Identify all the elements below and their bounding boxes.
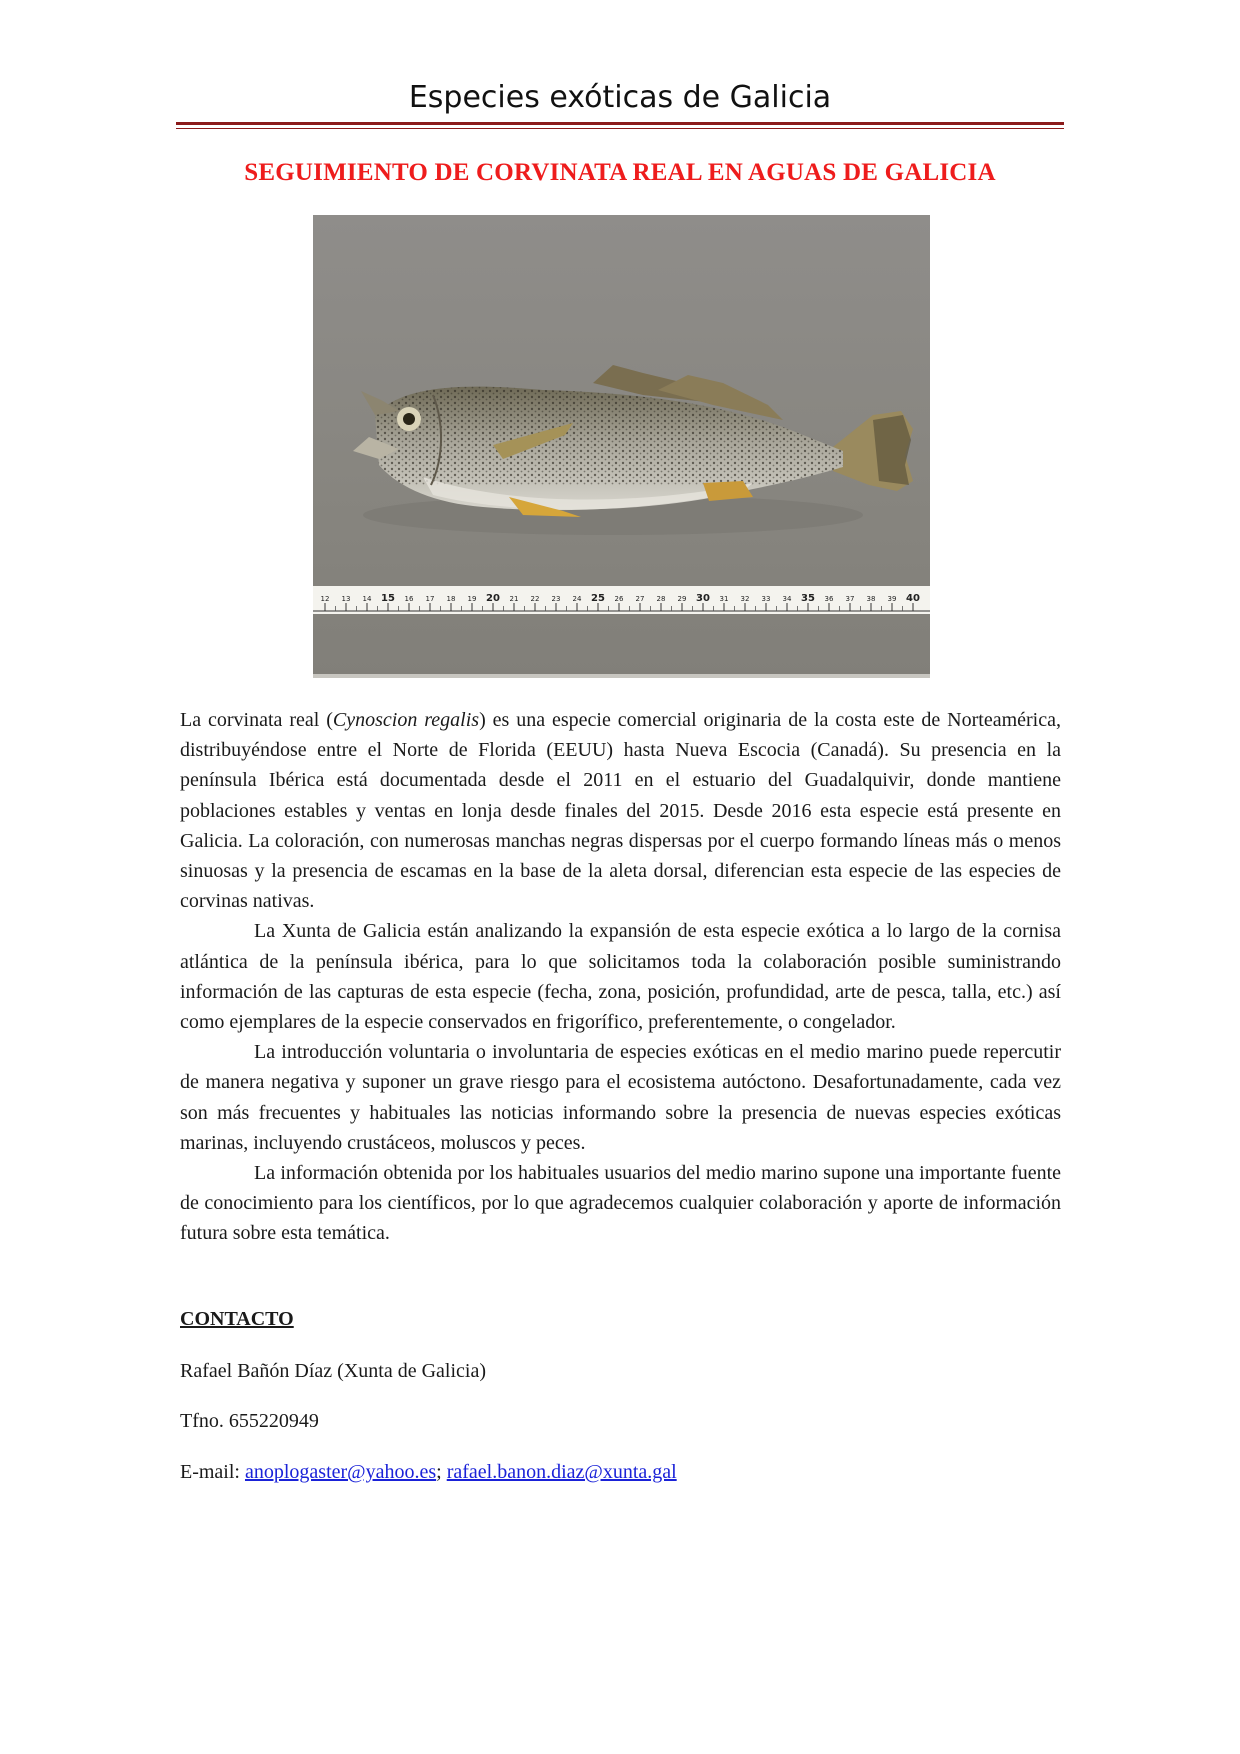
header-rule-thin xyxy=(176,128,1064,129)
document-title: SEGUIMIENTO DE CORVINATA REAL EN AGUAS DE GALICIA xyxy=(244,159,996,186)
ruler-label: 14 xyxy=(362,595,372,603)
ruler-label: 27 xyxy=(635,595,645,603)
page-header-title: Especies exóticas de Galicia xyxy=(408,80,832,115)
ruler-label: 13 xyxy=(341,595,351,603)
ruler-label: 26 xyxy=(614,595,624,603)
email-link-2[interactable]: rafael.banon.diaz@xunta.gal xyxy=(446,1461,677,1483)
paragraph-1 xyxy=(180,705,1061,916)
email-link-1[interactable]: anoplogaster@yahoo.es xyxy=(244,1461,437,1483)
email-separator: ; xyxy=(436,1461,447,1483)
paragraph-1-post: ) es una especie comercial originaria de la costa este de Norteamérica, distribuyéndose entre el Norte de Florida (EEUU) hasta Nueva Escocia (Canadá). Su presencia en la península Ibérica está documentada desde el 2011 en el estuario del Guadalquivir, donde mantiene poblaciones estables y ventas en lonja desde finales del 2015. Desde 2016 esta especie está presente en Galicia. La coloración, con numerosas manchas negras dispersas por el cuerpo formando líneas más o menos sinuosas y la presencia de escamas en la base de la aleta dorsal, diferencian esta especie de las especies de corvinas nativas. xyxy=(180,709,1061,913)
ruler-label: 12 xyxy=(320,595,330,603)
ruler-label: 40 xyxy=(906,593,920,604)
species-name: Cynoscion regalis xyxy=(332,709,480,731)
paragraph-4: La información obtenida por los habituales usuarios del medio marino supone una importante fuente de conocimiento para los científicos, por lo que agradecemos cualquier colaboración y aporte de información futura sobre esta temática. xyxy=(180,1162,1061,1245)
ruler-label: 36 xyxy=(824,595,834,603)
contact-email-line xyxy=(180,1459,677,1485)
ruler-label: 22 xyxy=(530,595,540,603)
body-text xyxy=(180,705,1061,1249)
ruler-label: 20 xyxy=(486,593,500,604)
fish-photo-illustration xyxy=(313,215,930,678)
ruler-label: 18 xyxy=(446,595,456,603)
ruler-label: 19 xyxy=(467,595,477,603)
ruler-label: 28 xyxy=(656,595,666,603)
ruler-label: 29 xyxy=(677,595,687,603)
ruler-label: 37 xyxy=(845,595,855,603)
ruler-label: 16 xyxy=(404,595,414,603)
ruler-label: 23 xyxy=(551,595,561,603)
ruler-label: 15 xyxy=(381,593,395,604)
ruler-label: 35 xyxy=(801,593,815,604)
paragraph-1-pre: La corvinata real ( xyxy=(180,709,333,731)
ruler-label: 21 xyxy=(509,595,519,603)
ruler-label: 31 xyxy=(719,595,729,603)
ruler-labels xyxy=(321,593,920,604)
ruler-label: 39 xyxy=(887,595,897,603)
contact-phone: Tfno. 655220949 xyxy=(180,1410,319,1432)
paragraph-3: La introducción voluntaria o involuntaria de especies exóticas en el medio marino puede repercutir de manera negativa y suponer un grave riesgo para el ecosistema autóctono. Desafortunadamente, cada vez son más frecuentes y habituales las noticias informando sobre la presencia de nuevas especies exóticas marinas, incluyendo crustáceos, moluscos y peces. xyxy=(180,1041,1061,1154)
ruler-label: 33 xyxy=(761,595,771,603)
ruler-label: 17 xyxy=(425,595,435,603)
ruler-label: 38 xyxy=(866,595,876,603)
email-label: E-mail: xyxy=(180,1461,245,1483)
ruler-label: 32 xyxy=(740,595,750,603)
contact-name: Rafael Bañón Díaz (Xunta de Galicia) xyxy=(180,1360,486,1382)
header-rule-thick xyxy=(176,122,1064,125)
fish-photo xyxy=(313,215,930,678)
contact-heading: CONTACTO xyxy=(180,1308,294,1330)
paragraph-2: La Xunta de Galicia están analizando la expansión de esta especie exótica a lo largo de la cornisa atlántica de la península ibérica, para lo que solicitamos toda la colaboración posible suministrando información de las capturas de esta especie (fecha, zona, posición, profundidad, arte de pesca, talla, etc.) así como ejemplares de la especie conservados en frigorífico, preferentemente, o congelador. xyxy=(180,920,1061,1034)
ruler-label: 24 xyxy=(572,595,582,603)
ruler-label: 25 xyxy=(591,593,605,604)
ruler-label: 34 xyxy=(782,595,792,603)
ruler-label: 30 xyxy=(696,593,710,604)
